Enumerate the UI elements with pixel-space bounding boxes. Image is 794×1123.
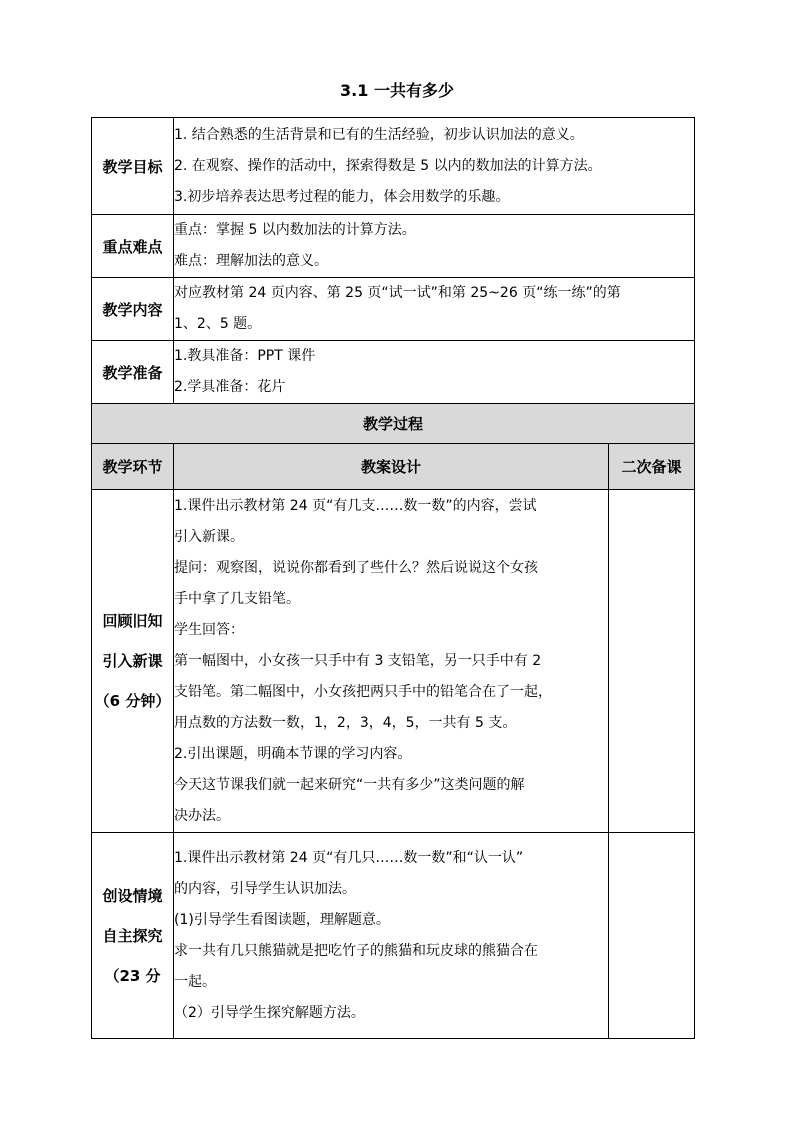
row-content [174,278,695,341]
text-line: 第一幅图中，小女孩一只手中有 3 支铅笔，另一只手中有 2 [174,652,542,669]
column-header-revision: 二次备课 [609,444,695,490]
column-header-design: 教案设计 [174,444,609,490]
page-title: 3.1 一共有多少 [340,81,454,100]
section-label-line: 创设情境 [102,886,163,905]
row-process-header [92,404,695,444]
text-line: 重点：掌握 5 以内数加法的计算方法。 [174,222,416,238]
text-line: (1)引导学生看图读题，理解题意。 [174,911,390,928]
text-line: 2. 在观察、操作的活动中，探索得数是 5 以内的数加法的计算方法。 [174,157,602,174]
lesson-plan-table [91,117,695,1039]
text-line: 用点数的方法数一数，1，2，3，4，5，一共有 5 支。 [174,714,517,731]
section-label-line: 回顾旧知 [102,612,163,630]
text-line: 1.课件出示教材第 24 页“有几支……数一数”的内容，尝试 [174,497,537,514]
text-line: 学生回答： [174,621,244,638]
row-section-explore [92,833,695,1039]
section-label [92,490,174,833]
text-line: 2.学具准备：花片 [174,379,286,395]
text-line: 1.课件出示教材第 24 页“有几只……数一数”和“认一认” [174,849,524,866]
text-line: 1. 结合熟悉的生活背景和已有的生活经验，初步认识加法的意义。 [174,126,584,143]
text-line: 一起。 [174,973,216,990]
revision-cell [609,490,695,833]
process-header: 教学过程 [92,404,695,444]
text-line: （2）引导学生探究解题方法。 [174,1004,365,1021]
text-line: 1.教具准备：PPT 课件 [174,348,316,364]
row-teaching-content [92,278,695,341]
text-line: 提问：观察图，说说你都看到了些什么？然后说说这个女孩 [174,559,538,576]
text-line: 的内容，引导学生认识加法。 [174,880,356,897]
text-line: 引入新课。 [174,528,244,545]
row-label: 教学准备 [92,341,174,404]
row-content [174,118,695,215]
section-label-line: （6 分钟） [94,692,171,710]
section-content [174,490,609,833]
row-column-headers [92,444,695,490]
text-line: 2.引出课题，明确本节课的学习内容。 [174,745,412,762]
row-content [174,341,695,404]
row-content [174,215,695,278]
text-line: 难点：理解加法的意义。 [174,253,328,269]
column-header-stage: 教学环节 [92,444,174,490]
section-label-line: 引入新课 [102,652,163,670]
text-line: 3.初步培养表达思考过程的能力，体会用数学的乐趣。 [174,188,510,205]
revision-cell [609,833,695,1039]
text-line: 支铅笔。第二幅图中，小女孩把两只手中的铅笔合在了一起， [174,683,552,700]
section-content [174,833,609,1039]
text-line: 决办法。 [174,807,230,824]
row-goals [92,118,695,215]
row-key-points [92,215,695,278]
text-line: 今天这节课我们就一起来研究“一共有多少”这类问题的解 [174,776,525,793]
section-label [92,833,174,1039]
text-line: 求一共有几只熊猫就是把吃竹子的熊猫和玩皮球的熊猫合在 [174,942,538,959]
section-label-line: 自主探究 [102,926,163,945]
row-label: 重点难点 [92,215,174,278]
section-label-line: （23 分 [104,966,161,985]
text-line: 1、2、5 题。 [174,316,262,332]
row-label: 教学内容 [92,278,174,341]
text-line: 对应教材第 24 页内容、第 25 页“试一试”和第 25~26 页“练一练”的第 [174,285,621,301]
row-preparation [92,341,695,404]
row-section-review [92,490,695,833]
row-label: 教学目标 [92,118,174,215]
text-line: 手中拿了几支铅笔。 [174,590,300,607]
